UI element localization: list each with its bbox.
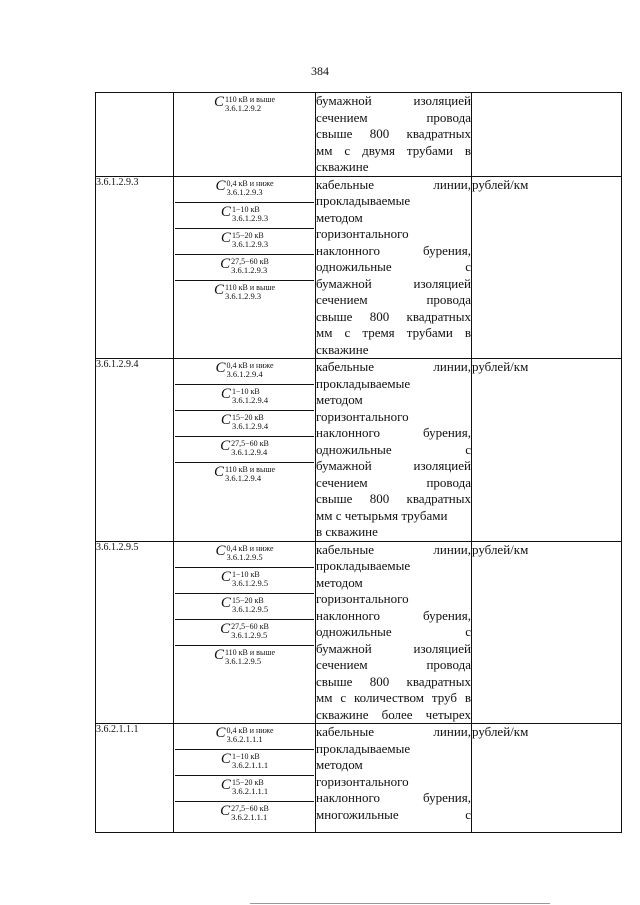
description-cell xyxy=(316,359,472,542)
code-subscript: 3.6.1.2.9.3 xyxy=(231,264,268,275)
cost-symbol-letter: C xyxy=(213,281,224,298)
voltage-superscript: 110 кВ и выше xyxy=(224,647,276,657)
description-line: кабельные линии, xyxy=(316,359,471,374)
description-line: прокладываемые xyxy=(316,558,411,573)
cost-symbol-letter: C xyxy=(220,777,231,793)
code-subscript: 3.6.1.2.9.5 xyxy=(231,603,269,614)
row-code: 3.6.1.2.9.3 xyxy=(96,176,174,359)
code-subscript: 3.6.1.2.9.4 xyxy=(231,395,269,405)
unit-cell: рублей/км xyxy=(472,724,622,833)
description-line: бумажной изоляцией xyxy=(316,640,471,656)
voltage-superscript: 15−20 кВ xyxy=(231,778,264,787)
cost-symbol xyxy=(175,542,314,568)
description-line: скважине xyxy=(316,341,369,357)
cost-symbol-letter: C xyxy=(220,438,231,454)
voltage-superscript: 110 кВ и выше xyxy=(224,465,276,474)
description-line: свыше 800 квадратных xyxy=(316,673,471,689)
voltage-superscript: 27,5−60 кВ xyxy=(231,256,269,266)
voltage-superscript: 110 кВ и выше xyxy=(224,95,276,104)
voltage-superscript: 110 кВ и выше xyxy=(224,282,276,292)
description-line: одножильные с xyxy=(316,624,471,639)
code-subscript: 3.6.1.2.9.5 xyxy=(231,629,268,640)
cost-symbol-letter: C xyxy=(213,464,224,480)
description-line: многожильные с xyxy=(316,806,471,822)
cost-symbol xyxy=(175,177,314,203)
code-subscript: 3.6.1.2.9.5 xyxy=(226,551,263,562)
tariff-table xyxy=(95,92,622,833)
cost-symbol xyxy=(175,568,314,594)
code-subscript: 3.6.1.2.9.4 xyxy=(231,447,268,457)
description-line: кабельные линии, xyxy=(316,541,471,557)
description-line: методом xyxy=(316,209,363,225)
cost-symbol-letter: C xyxy=(220,203,231,220)
cost-symbol xyxy=(175,411,314,437)
cost-symbol xyxy=(175,776,314,802)
cost-symbol-letter: C xyxy=(213,94,224,110)
description-line: мм с четырьмя трубами xyxy=(316,507,448,523)
cost-symbol xyxy=(175,620,314,646)
symbol-cell xyxy=(174,359,316,542)
description-line: свыше 800 квадратных xyxy=(316,126,471,141)
description-line: методом xyxy=(316,574,363,590)
code-subscript: 3.6.1.2.9.5 xyxy=(231,577,269,588)
description-line: горизонтального xyxy=(316,773,409,789)
unit-cell: рублей/км xyxy=(472,359,622,542)
description-line: одножильные с xyxy=(316,441,471,457)
symbol-cell xyxy=(174,724,316,833)
cost-symbol-letter: C xyxy=(220,229,231,246)
page-number: 384 xyxy=(311,64,329,78)
voltage-superscript: 1−10 кВ xyxy=(231,204,260,214)
table-row xyxy=(96,176,622,359)
description-line: прокладываемые xyxy=(316,193,411,208)
description-line: кабельные линии, xyxy=(316,176,471,192)
description-line: свыше 800 квадратных xyxy=(316,491,471,506)
cost-symbol-letter: C xyxy=(215,542,226,559)
table-row xyxy=(96,93,622,177)
code-subscript: 3.6.1.2.9.2 xyxy=(224,103,262,113)
description-line: горизонтального xyxy=(316,591,409,606)
cost-symbol-letter: C xyxy=(220,568,231,585)
description-cell xyxy=(316,176,472,359)
symbol-cell xyxy=(174,541,316,724)
cost-symbol-letter: C xyxy=(220,386,231,402)
cost-symbol xyxy=(175,281,314,307)
cost-symbol-letter: C xyxy=(213,646,224,663)
description-line: сечением провода xyxy=(316,657,471,672)
cost-symbol-letter: C xyxy=(220,751,231,767)
cost-symbol xyxy=(175,750,314,776)
code-subscript: 3.6.1.2.9.4 xyxy=(231,421,269,431)
voltage-superscript: 27,5−60 кВ xyxy=(231,621,269,631)
description-line: бумажной изоляцией xyxy=(316,458,471,473)
cost-symbol-letter: C xyxy=(220,255,231,272)
cost-symbol-letter: C xyxy=(220,803,231,819)
symbol-cell xyxy=(174,176,316,359)
description-line: в скважине xyxy=(316,524,378,539)
row-code: 3.6.1.2.9.5 xyxy=(96,541,174,724)
row-code: 3.6.2.1.1.1 xyxy=(96,724,174,833)
code-subscript: 3.6.1.2.9.4 xyxy=(224,473,262,483)
voltage-superscript: 27,5−60 кВ xyxy=(231,804,269,813)
table-body xyxy=(96,93,622,833)
description-line: сечением провода xyxy=(316,292,471,307)
cost-symbol-letter: C xyxy=(220,412,231,428)
description-line: мм с количеством труб в xyxy=(316,690,471,705)
code-subscript: 3.6.1.2.9.3 xyxy=(224,290,262,301)
cost-symbol xyxy=(175,437,314,463)
voltage-superscript: 0,4 кВ и ниже xyxy=(226,361,274,370)
voltage-superscript: 15−20 кВ xyxy=(231,595,264,605)
bottom-rule xyxy=(250,903,550,904)
voltage-superscript: 15−20 кВ xyxy=(231,413,264,422)
voltage-superscript: 0,4 кВ и ниже xyxy=(226,543,274,553)
description-line: наклонного бурения, xyxy=(316,425,471,440)
code-subscript: 3.6.1.2.9.4 xyxy=(226,369,263,379)
description-line: свыше 800 квадратных xyxy=(316,308,471,324)
description-line: одножильные с xyxy=(316,259,471,274)
cost-symbol xyxy=(175,646,314,672)
description-line: скважине более четырех xyxy=(316,706,471,722)
description-line: горизонтального xyxy=(316,408,409,424)
table-row xyxy=(96,359,622,542)
description-line: мм с двумя трубами в xyxy=(316,142,471,158)
code-subscript: 3.6.1.2.9.5 xyxy=(224,655,262,666)
description-cell xyxy=(316,724,472,833)
description-line: прокладываемые xyxy=(316,740,411,756)
unit-cell: рублей/км xyxy=(472,176,622,359)
description-line: скважине xyxy=(316,159,369,174)
row-code xyxy=(96,93,174,177)
description-line: сечением провода xyxy=(316,474,471,490)
description-line: методом xyxy=(316,392,363,407)
voltage-superscript: 1−10 кВ xyxy=(231,752,260,761)
cost-symbol xyxy=(175,802,314,828)
cost-symbol xyxy=(175,359,314,385)
cost-symbol-letter: C xyxy=(215,177,226,194)
cost-symbol-letter: C xyxy=(220,620,231,637)
description-line: мм с тремя трубами в xyxy=(316,325,471,340)
description-line: бумажной изоляцией xyxy=(316,93,471,108)
code-subscript: 3.6.1.2.9.3 xyxy=(226,186,263,197)
cost-symbol xyxy=(175,229,314,255)
code-subscript: 3.6.1.2.9.3 xyxy=(231,238,269,249)
voltage-superscript: 27,5−60 кВ xyxy=(231,439,269,448)
cost-symbol xyxy=(175,203,314,229)
description-line: бумажной изоляцией xyxy=(316,275,471,291)
description-line: наклонного бурения, xyxy=(316,242,471,258)
unit-cell xyxy=(472,93,622,177)
description-line: прокладываемые xyxy=(316,375,411,391)
table-row xyxy=(96,724,622,833)
code-subscript: 3.6.2.1.1.1 xyxy=(231,760,269,770)
code-subscript: 3.6.2.1.1.1 xyxy=(231,812,268,822)
cost-symbol-letter: C xyxy=(220,594,231,611)
description-cell xyxy=(316,541,472,724)
symbol-cell xyxy=(174,93,316,177)
code-subscript: 3.6.2.1.1.1 xyxy=(226,734,263,744)
code-subscript: 3.6.1.2.9.3 xyxy=(231,212,269,223)
description-cell xyxy=(316,93,472,177)
voltage-superscript: 15−20 кВ xyxy=(231,230,264,240)
voltage-superscript: 1−10 кВ xyxy=(231,387,260,396)
row-code: 3.6.1.2.9.4 xyxy=(96,359,174,542)
description-line: сечением провода xyxy=(316,109,471,125)
voltage-superscript: 0,4 кВ и ниже xyxy=(226,726,274,735)
cost-symbol-letter: C xyxy=(215,360,226,376)
cost-symbol xyxy=(175,385,314,411)
cost-symbol-letter: C xyxy=(215,725,226,741)
description-line: кабельные линии, xyxy=(316,724,471,739)
table-row xyxy=(96,541,622,724)
cost-symbol xyxy=(175,724,314,750)
cost-symbol xyxy=(175,463,314,489)
unit-cell: рублей/км xyxy=(472,541,622,724)
voltage-superscript: 1−10 кВ xyxy=(231,569,260,579)
voltage-superscript: 0,4 кВ и ниже xyxy=(226,178,274,188)
cost-symbol xyxy=(175,255,314,281)
description-line: наклонного бурения, xyxy=(316,790,471,805)
cost-symbol xyxy=(175,93,314,119)
description-line: наклонного бурения, xyxy=(316,607,471,623)
description-line: горизонтального xyxy=(316,226,409,241)
description-line: методом xyxy=(316,757,363,772)
code-subscript: 3.6.2.1.1.1 xyxy=(231,786,269,796)
cost-symbol xyxy=(175,594,314,620)
